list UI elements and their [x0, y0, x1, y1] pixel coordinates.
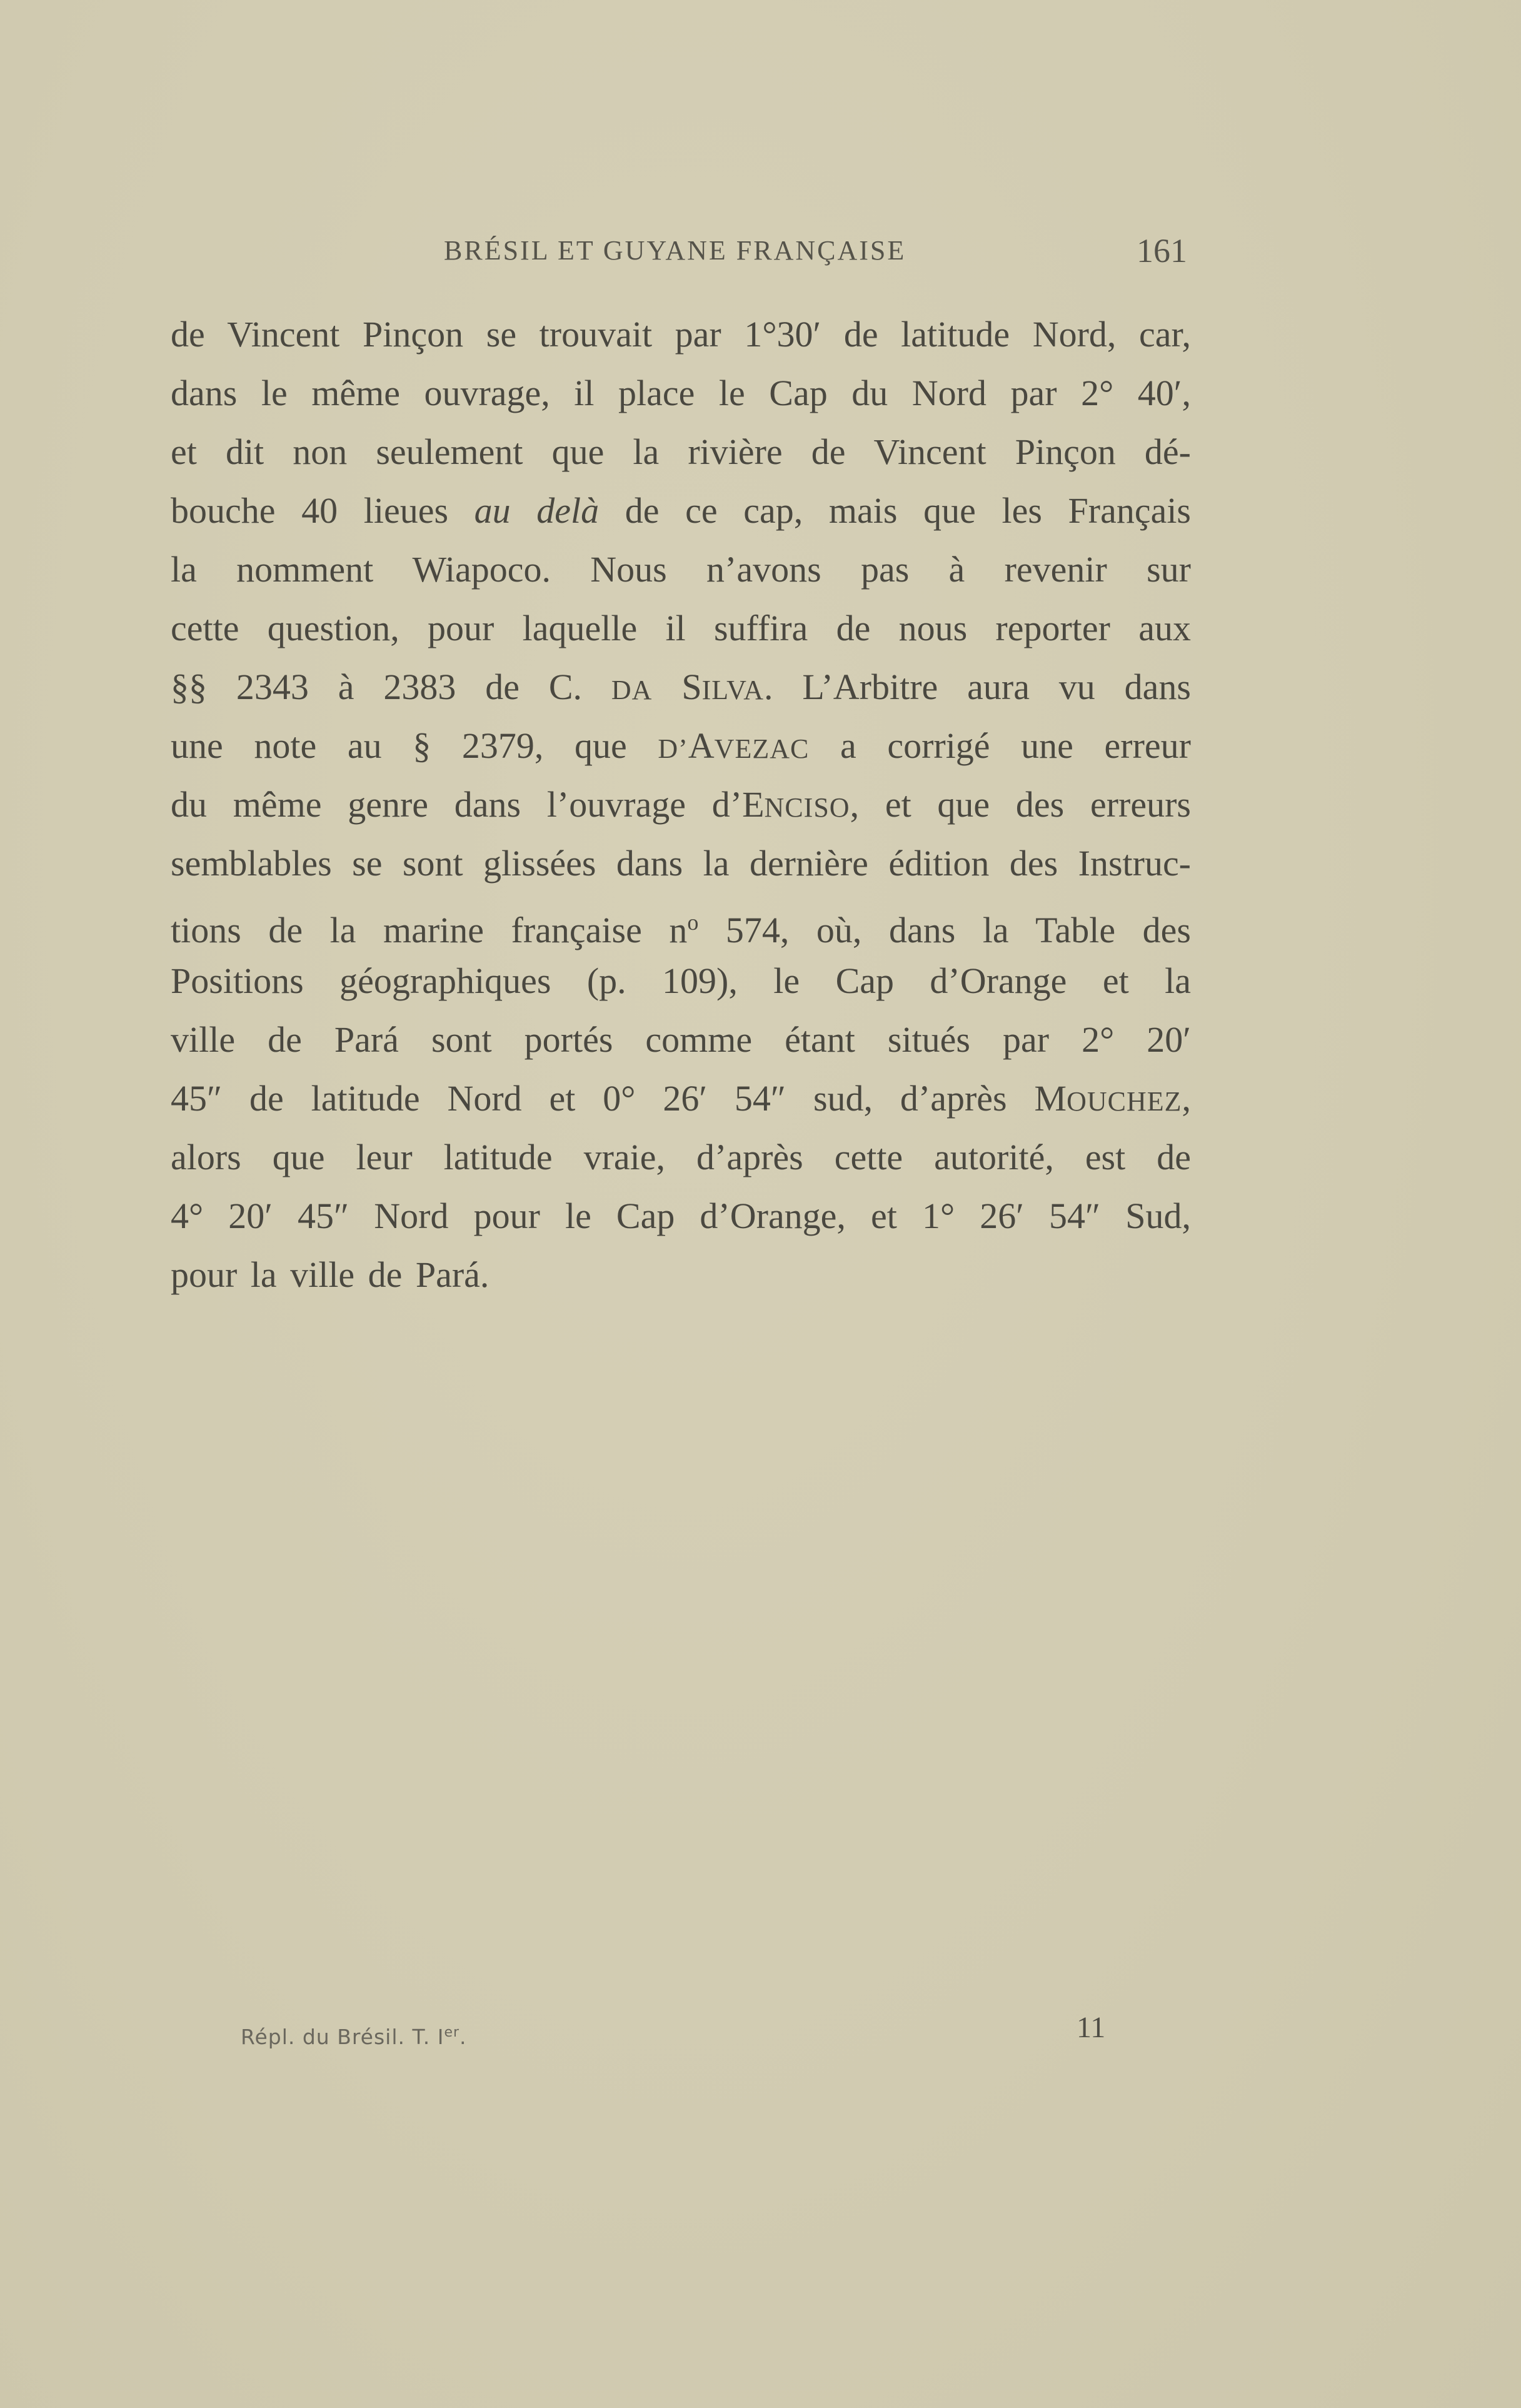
- text-line: ville de Pará sont portés comme étant situés par 2° 20′: [171, 1019, 1191, 1060]
- text-line: 45″ de latitude Nord et 0° 26′ 54″ sud, d’après MOUCHEZ,: [171, 1078, 1191, 1119]
- text-line: pour la ville de Pará.: [171, 1254, 489, 1295]
- text-line: bouche 40 lieues au delà de ce cap, mais que les Français: [171, 490, 1192, 531]
- text-line: 4° 20′ 45″ Nord pour le Cap d’Orange, et 1° 26′ 54″ Sud,: [171, 1196, 1191, 1236]
- italic-phrase: au delà: [474, 490, 600, 531]
- text-line: cette question, pour laquelle il suffira de nous reporter aux: [171, 608, 1191, 648]
- text-line: du même genre dans l’ouvrage d’ENCISO, et que des erreurs: [171, 784, 1191, 825]
- text-line: tions de la marine française $n^o$ 574, où, dans la Table des: [171, 910, 1191, 950]
- running-title: BRÉSIL ET GUYANE FRANÇAISE: [444, 235, 906, 266]
- text-line: dans le même ouvrage, il place le Cap du Nord par 2° 40′,: [171, 373, 1191, 413]
- text-line: et dit non seulement que la rivière de Vincent Pinçon dé-: [171, 431, 1191, 472]
- text-line: §§ 2343 à 2383 de C. DA SILVA. L’Arbitre aura vu dans: [171, 667, 1191, 707]
- text-line: semblables se sont glissées dans la dernière édition des Instruc-: [171, 843, 1191, 884]
- text-line: une note au § 2379, que D’AVEZAC a corrigé une erreur: [171, 725, 1191, 766]
- body-text: [171, 305, 1191, 1304]
- text-line: de Vincent Pinçon se trouvait par 1°30′ de latitude Nord, car,: [171, 314, 1191, 355]
- text-line: Positions géographiques (p. 109), le Cap d’Orange et la: [171, 960, 1191, 1001]
- text-line: la nomment Wiapoco. Nous n’avons pas à revenir sur: [171, 549, 1191, 590]
- text-line: alors que leur latitude vraie, d’après cette autorité, est de: [171, 1137, 1191, 1177]
- signature-number: 11: [1077, 2011, 1106, 2044]
- signature-mark: Répl. du Brésil. T. Ier.: [241, 2025, 467, 2049]
- page-number: 161: [1137, 232, 1187, 270]
